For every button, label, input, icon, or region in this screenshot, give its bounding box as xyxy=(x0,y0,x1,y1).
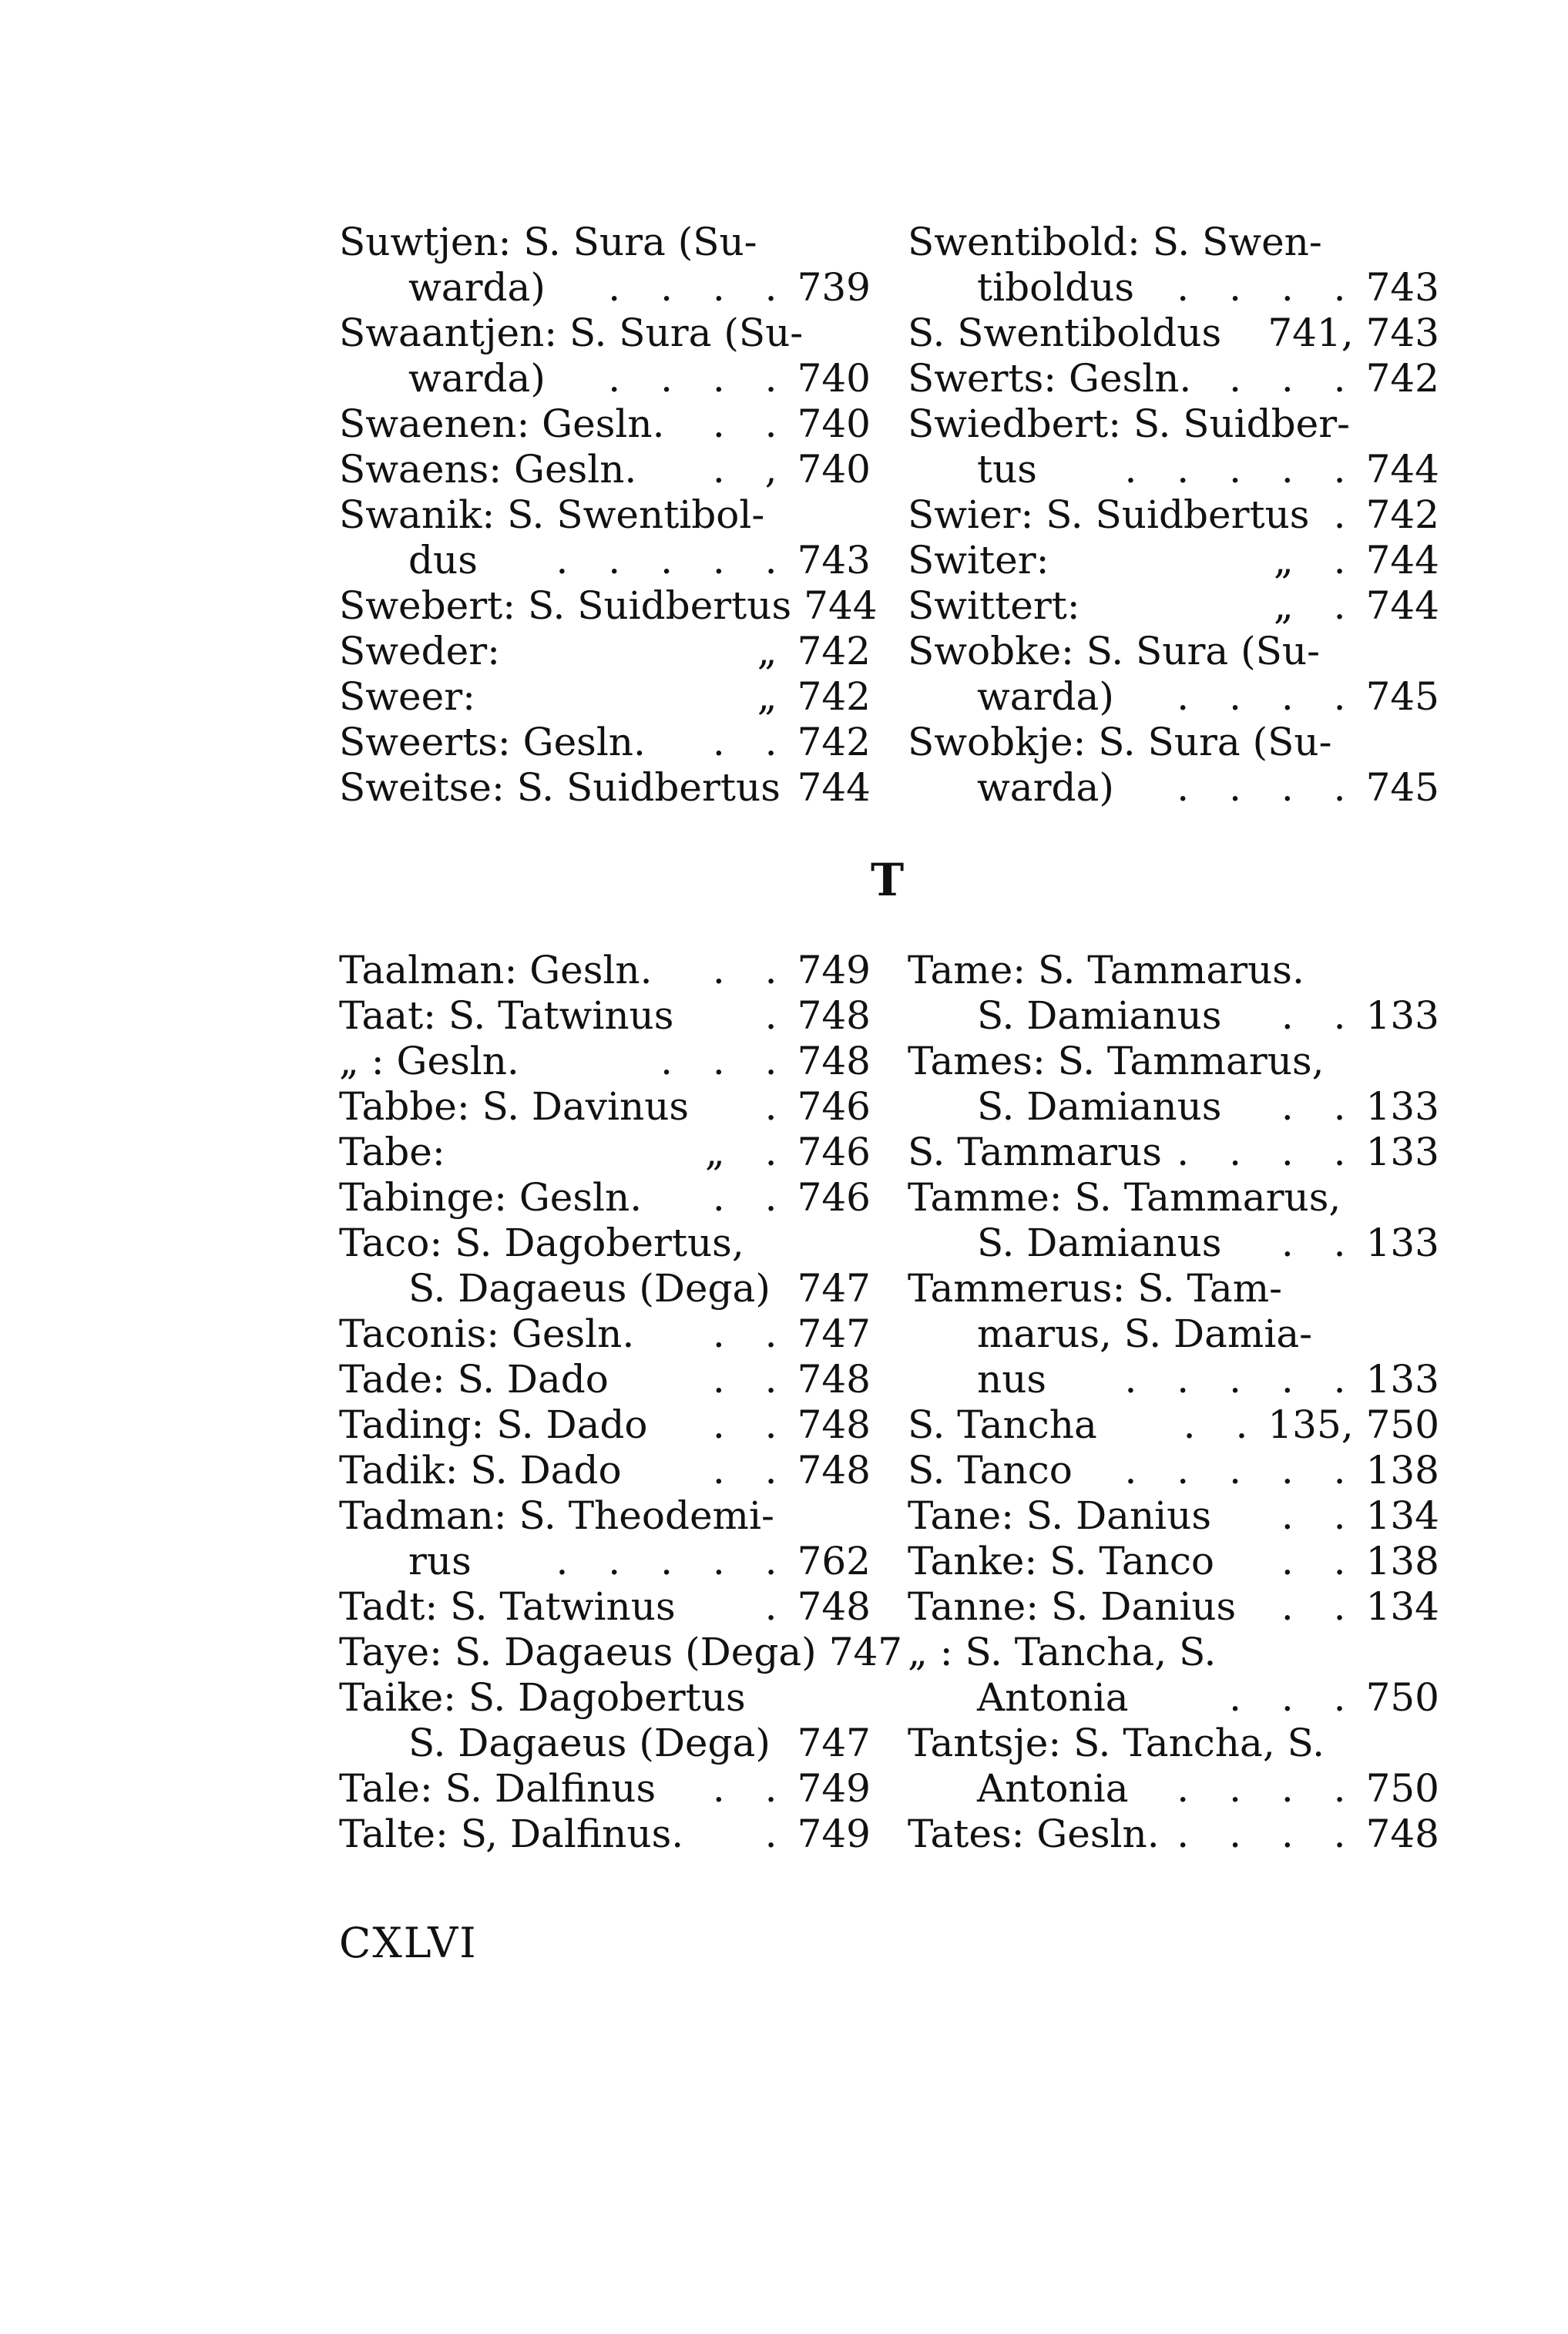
index-entry xyxy=(908,1448,1439,1493)
index-entry-text: warda) xyxy=(977,674,1114,719)
index-entry-page: 749 xyxy=(797,1812,871,1856)
index-entry-text: Swentibold: S. Swen- xyxy=(908,220,1322,264)
section-letter: T xyxy=(871,854,905,906)
index-entry xyxy=(339,447,871,492)
index-entry-leader: . xyxy=(1333,492,1360,537)
index-entry xyxy=(339,720,871,765)
index-column-bottom-right xyxy=(908,948,1439,1857)
index-entry xyxy=(908,220,1439,265)
index-entry xyxy=(908,1493,1439,1539)
index-entry-page: 745 xyxy=(1365,674,1439,719)
index-entry xyxy=(908,1311,1439,1357)
index-entry-text: Swittert: xyxy=(908,583,1080,628)
index-entry-text: Taye: S. Dagaeus (Dega) xyxy=(339,1630,817,1674)
index-entry-leader: . . xyxy=(712,1311,791,1356)
index-entry xyxy=(339,948,871,993)
index-entry-leader: . . . . xyxy=(608,265,791,310)
index-entry-page: 744 xyxy=(797,765,871,810)
index-entry-leader: . . xyxy=(1281,993,1360,1038)
index-entry-text: tiboldus xyxy=(977,265,1135,310)
index-entry-leader: . . xyxy=(712,1448,791,1493)
index-entry-text: S. Tanco xyxy=(908,1448,1073,1493)
index-entry xyxy=(339,674,871,720)
index-entry-page: 746 xyxy=(797,1084,871,1129)
index-column-top-right xyxy=(908,220,1439,811)
index-entry-text: Swiedbert: S. Suidber- xyxy=(908,401,1351,446)
index-entry-text: „ : Gesln. xyxy=(339,1039,519,1083)
index-entry-text: Taalman: Gesln. xyxy=(339,948,653,992)
index-entry-text: Sweerts: Gesln. xyxy=(339,720,646,764)
index-entry xyxy=(908,1721,1439,1766)
index-entry-leader: . . xyxy=(1281,1584,1360,1629)
index-entry xyxy=(908,993,1439,1039)
index-entry xyxy=(339,1175,871,1221)
index-entry-text: marus, S. Damia- xyxy=(977,1311,1313,1356)
index-entry-text: Tadik: S. Dado xyxy=(339,1448,622,1493)
index-entry xyxy=(908,720,1439,765)
index-entry-text: Tabbe: S. Davinus xyxy=(339,1084,690,1129)
index-entry-page: 747 xyxy=(797,1311,871,1356)
index-entry-text: warda) xyxy=(977,765,1114,810)
index-entry-text: S. Tancha xyxy=(908,1402,1097,1447)
index-entry-page: 741, 743 xyxy=(1267,311,1439,355)
index-entry-text: Tale: S. Dalfinus xyxy=(339,1766,656,1811)
index-entry-text: S. Dagaeus (Dega) xyxy=(408,1721,771,1765)
index-entry-text: Taike: S. Dagobertus xyxy=(339,1675,746,1720)
index-entry-page: 744 xyxy=(804,583,878,628)
index-entry xyxy=(908,1039,1439,1084)
index-entry-leader: . . . xyxy=(1229,1675,1360,1720)
index-entry-page: 134 xyxy=(1365,1493,1439,1538)
index-entry-page: 133 xyxy=(1365,993,1439,1038)
index-entry xyxy=(908,948,1439,993)
index-entry-text: Taat: S. Tatwinus xyxy=(339,993,674,1038)
index-entry-text: S. Swentiboldus xyxy=(908,311,1222,355)
index-entry-leader: . . . . . xyxy=(556,1539,791,1583)
index-entry-page: 748 xyxy=(797,1402,871,1447)
index-entry xyxy=(339,356,871,401)
index-entry xyxy=(908,1266,1439,1311)
index-entry xyxy=(908,356,1439,401)
index-entry-leader: . . xyxy=(712,720,791,764)
index-entry-leader: . . xyxy=(712,1402,791,1447)
index-entry xyxy=(908,1130,1439,1175)
index-entry-text: Tadman: S. Theodemi- xyxy=(339,1493,774,1538)
index-entry xyxy=(908,583,1439,629)
index-entry xyxy=(908,492,1439,538)
index-entry xyxy=(339,1402,871,1448)
index-entry xyxy=(908,1357,1439,1402)
index-entry-leader: . . . . . xyxy=(1124,1448,1360,1493)
index-entry-text: Tabinge: Gesln. xyxy=(339,1175,643,1220)
index-entry xyxy=(908,1675,1439,1721)
index-entry-page: 744 xyxy=(1365,447,1439,492)
index-entry-text: Suwtjen: S. Sura (Su- xyxy=(339,220,757,264)
index-entry-text: Tamme: S. Tammarus, xyxy=(908,1175,1341,1220)
index-entry xyxy=(339,1448,871,1493)
index-entry-text: dus xyxy=(408,538,478,583)
index-entry-leader: . . xyxy=(1281,1539,1360,1583)
index-entry-page: 748 xyxy=(797,1584,871,1629)
index-entry-text: Tanke: S. Tanco xyxy=(908,1539,1214,1583)
index-entry-leader: . . . . xyxy=(1177,1812,1360,1856)
index-entry-leader: . . . . . xyxy=(556,538,791,583)
index-entry xyxy=(339,265,871,311)
page-folio: CXLVI xyxy=(339,1919,478,1967)
index-entry xyxy=(908,1766,1439,1812)
index-entry-page: 742 xyxy=(1365,356,1439,401)
index-entry xyxy=(908,401,1439,447)
index-entry xyxy=(339,1039,871,1084)
index-entry-page: 742 xyxy=(1365,492,1439,537)
index-entry-leader: . . . . xyxy=(1177,1130,1360,1174)
index-entry-text: S. Damianus xyxy=(977,993,1222,1038)
index-entry xyxy=(339,401,871,447)
index-entry-page: 744 xyxy=(1365,538,1439,583)
index-entry-leader: . xyxy=(764,1084,791,1129)
index-entry-leader: . . xyxy=(712,948,791,992)
index-entry-leader: „ . xyxy=(1273,583,1360,628)
index-entry-text: S. Damianus xyxy=(977,1084,1222,1129)
index-entry-leader: „ xyxy=(757,629,791,673)
index-entry-leader: . . . . xyxy=(1177,674,1360,719)
index-entry-text: Swier: S. Suidbertus xyxy=(908,492,1310,537)
index-entry-leader: . . . xyxy=(660,1039,791,1083)
index-entry-leader: . . xyxy=(1281,1084,1360,1129)
index-entry-text: Antonia xyxy=(977,1675,1129,1720)
index-entry xyxy=(908,538,1439,583)
index-entry-text: Swobkje: S. Sura (Su- xyxy=(908,720,1332,764)
index-entry xyxy=(908,674,1439,720)
index-entry-text: warda) xyxy=(408,265,546,310)
index-entry xyxy=(908,1402,1439,1448)
index-entry-page: 748 xyxy=(1365,1812,1439,1856)
index-entry xyxy=(908,1084,1439,1130)
index-entry-page: 749 xyxy=(797,948,871,992)
index-entry-leader: . , xyxy=(712,447,791,492)
index-entry-leader: . xyxy=(764,993,791,1038)
index-entry xyxy=(339,1812,871,1857)
index-entry-page: 748 xyxy=(797,1039,871,1083)
index-entry xyxy=(339,1721,871,1766)
index-entry xyxy=(339,1311,871,1357)
index-entry xyxy=(908,1175,1439,1221)
index-entry-page: 744 xyxy=(1365,583,1439,628)
index-entry-leader: . . . . xyxy=(1177,265,1360,310)
index-entry xyxy=(339,1084,871,1130)
index-entry-page: 742 xyxy=(797,720,871,764)
index-entry-page: 133 xyxy=(1365,1357,1439,1402)
index-entry-leader: „ . xyxy=(704,1130,791,1174)
index-entry-text: Tanne: S. Danius xyxy=(908,1584,1237,1629)
index-entry-text: Swaens: Gesln. xyxy=(339,447,637,492)
index-entry xyxy=(339,492,871,538)
index-entry xyxy=(908,1539,1439,1584)
index-entry xyxy=(339,1675,871,1721)
index-entry xyxy=(339,629,871,674)
index-entry-text: Taconis: Gesln. xyxy=(339,1311,635,1356)
index-entry xyxy=(339,1630,903,1675)
index-entry-page: 746 xyxy=(797,1130,871,1174)
index-entry-text: Swaenen: Gesln. xyxy=(339,401,665,446)
index-entry xyxy=(339,1539,871,1584)
index-entry-page: 743 xyxy=(797,538,871,583)
index-entry-page: 762 xyxy=(797,1539,871,1583)
index-entry-leader: . . xyxy=(712,1175,791,1220)
index-entry-page: 740 xyxy=(797,447,871,492)
index-entry-text: Sweitse: S. Suidbertus xyxy=(339,765,781,810)
index-entry-page: 742 xyxy=(797,629,871,673)
index-entry-text: Antonia xyxy=(977,1766,1129,1811)
index-entry-leader: . xyxy=(764,1584,791,1629)
index-entry-text: Swanik: S. Swentibol- xyxy=(339,492,765,537)
index-entry-text: Swaantjen: S. Sura (Su- xyxy=(339,311,804,355)
index-entry-page: 742 xyxy=(797,674,871,719)
index-entry-page: 748 xyxy=(797,1448,871,1493)
index-entry-text: Sweder: xyxy=(339,629,500,673)
index-entry-leader: . xyxy=(764,1812,791,1856)
index-entry xyxy=(908,765,1439,811)
index-entry-leader: „ . xyxy=(1273,538,1360,583)
index-entry-leader: . . xyxy=(1281,1493,1360,1538)
index-entry-page: 746 xyxy=(797,1175,871,1220)
index-entry-text: Swobke: S. Sura (Su- xyxy=(908,629,1320,673)
index-entry-text: S. Dagaeus (Dega) xyxy=(408,1266,771,1311)
index-entry xyxy=(908,311,1439,356)
index-entry-text: Tading: S. Dado xyxy=(339,1402,648,1447)
index-entry-page: 133 xyxy=(1365,1130,1439,1174)
index-entry-text: rus xyxy=(408,1539,472,1583)
index-entry-page: 750 xyxy=(1365,1675,1439,1720)
index-entry xyxy=(339,993,871,1039)
index-entry-text: „ : S. Tancha, S. xyxy=(908,1630,1217,1674)
index-entry-page: 747 xyxy=(797,1721,871,1765)
index-column-top-left xyxy=(339,220,878,811)
index-entry-page: 133 xyxy=(1365,1221,1439,1265)
index-entry xyxy=(908,447,1439,492)
index-entry-text: nus xyxy=(977,1357,1047,1402)
index-entry xyxy=(908,1630,1439,1675)
index-entry xyxy=(339,583,878,629)
index-entry xyxy=(339,220,871,265)
index-entry xyxy=(908,1812,1439,1857)
index-entry-page: 133 xyxy=(1365,1084,1439,1129)
index-entry-leader: . . . . . xyxy=(1124,1357,1360,1402)
index-entry-text: Swerts: Gesln. xyxy=(908,356,1192,401)
index-entry-leader: . . xyxy=(712,1357,791,1402)
index-entry-leader: . . . . xyxy=(1177,765,1360,810)
index-entry-text: S. Tammarus xyxy=(908,1130,1162,1174)
index-entry-text: Sweer: xyxy=(339,674,475,719)
index-entry-page: 135, 750 xyxy=(1267,1402,1439,1447)
index-entry-text: Tates: Gesln. xyxy=(908,1812,1160,1856)
index-entry xyxy=(339,538,871,583)
index-entry-leader: . . xyxy=(1183,1402,1262,1447)
index-entry-page: 745 xyxy=(1365,765,1439,810)
index-entry-leader: . . . . xyxy=(608,356,791,401)
index-entry-page: 138 xyxy=(1365,1539,1439,1583)
index-entry-page: 747 xyxy=(797,1266,871,1311)
index-entry-text: Tantsje: S. Tancha, S. xyxy=(908,1721,1325,1765)
index-entry-leader: . . . . xyxy=(1177,1766,1360,1811)
index-entry xyxy=(339,1493,871,1539)
index-entry-page: 750 xyxy=(1365,1766,1439,1811)
index-entry-text: S. Damianus xyxy=(977,1221,1222,1265)
index-entry-leader: . . xyxy=(712,401,791,446)
index-entry xyxy=(339,311,871,356)
index-entry xyxy=(339,1766,871,1812)
index-entry xyxy=(339,1266,871,1311)
index-entry xyxy=(339,765,871,811)
index-entry-page: 743 xyxy=(1365,265,1439,310)
index-entry-leader: . . . xyxy=(1229,356,1360,401)
index-entry-text: Taco: S. Dagobertus, xyxy=(339,1221,744,1265)
index-entry xyxy=(339,1357,871,1402)
index-entry-text: Swebert: S. Suidbertus xyxy=(339,583,792,628)
index-entry-text: Tabe: xyxy=(339,1130,445,1174)
index-entry-text: Tade: S. Dado xyxy=(339,1357,609,1402)
index-entry-text: Switer: xyxy=(908,538,1049,583)
index-entry-page: 740 xyxy=(797,356,871,401)
index-entry-page: 739 xyxy=(797,265,871,310)
index-entry-text: Tane: S. Danius xyxy=(908,1493,1212,1538)
index-entry-text: Tame: S. Tammarus. xyxy=(908,948,1304,992)
index-entry xyxy=(339,1130,871,1175)
index-entry-text: Tames: S. Tammarus, xyxy=(908,1039,1325,1083)
index-entry xyxy=(339,1221,871,1266)
index-entry-text: tus xyxy=(977,447,1037,492)
index-entry-text: Tammerus: S. Tam- xyxy=(908,1266,1283,1311)
index-entry-leader: „ xyxy=(757,674,791,719)
index-entry-page: 747 xyxy=(828,1630,903,1674)
index-entry-page: 138 xyxy=(1365,1448,1439,1493)
index-entry-page: 740 xyxy=(797,401,871,446)
index-entry-page: 749 xyxy=(797,1766,871,1811)
index-entry-leader: . . . . . xyxy=(1124,447,1360,492)
index-entry-leader: . . xyxy=(712,1766,791,1811)
index-entry xyxy=(908,1584,1439,1630)
index-entry-page: 748 xyxy=(797,993,871,1038)
index-entry-text: warda) xyxy=(408,356,546,401)
index-entry-leader: . . xyxy=(1281,1221,1360,1265)
index-entry xyxy=(339,1584,871,1630)
index-entry xyxy=(908,265,1439,311)
index-entry-page: 134 xyxy=(1365,1584,1439,1629)
index-entry xyxy=(908,1221,1439,1266)
index-entry-text: Talte: S, Dalfinus. xyxy=(339,1812,684,1856)
index-entry-page: 748 xyxy=(797,1357,871,1402)
index-entry xyxy=(908,629,1439,674)
index-entry-text: Tadt: S. Tatwinus xyxy=(339,1584,676,1629)
index-column-bottom-left xyxy=(339,948,903,1857)
